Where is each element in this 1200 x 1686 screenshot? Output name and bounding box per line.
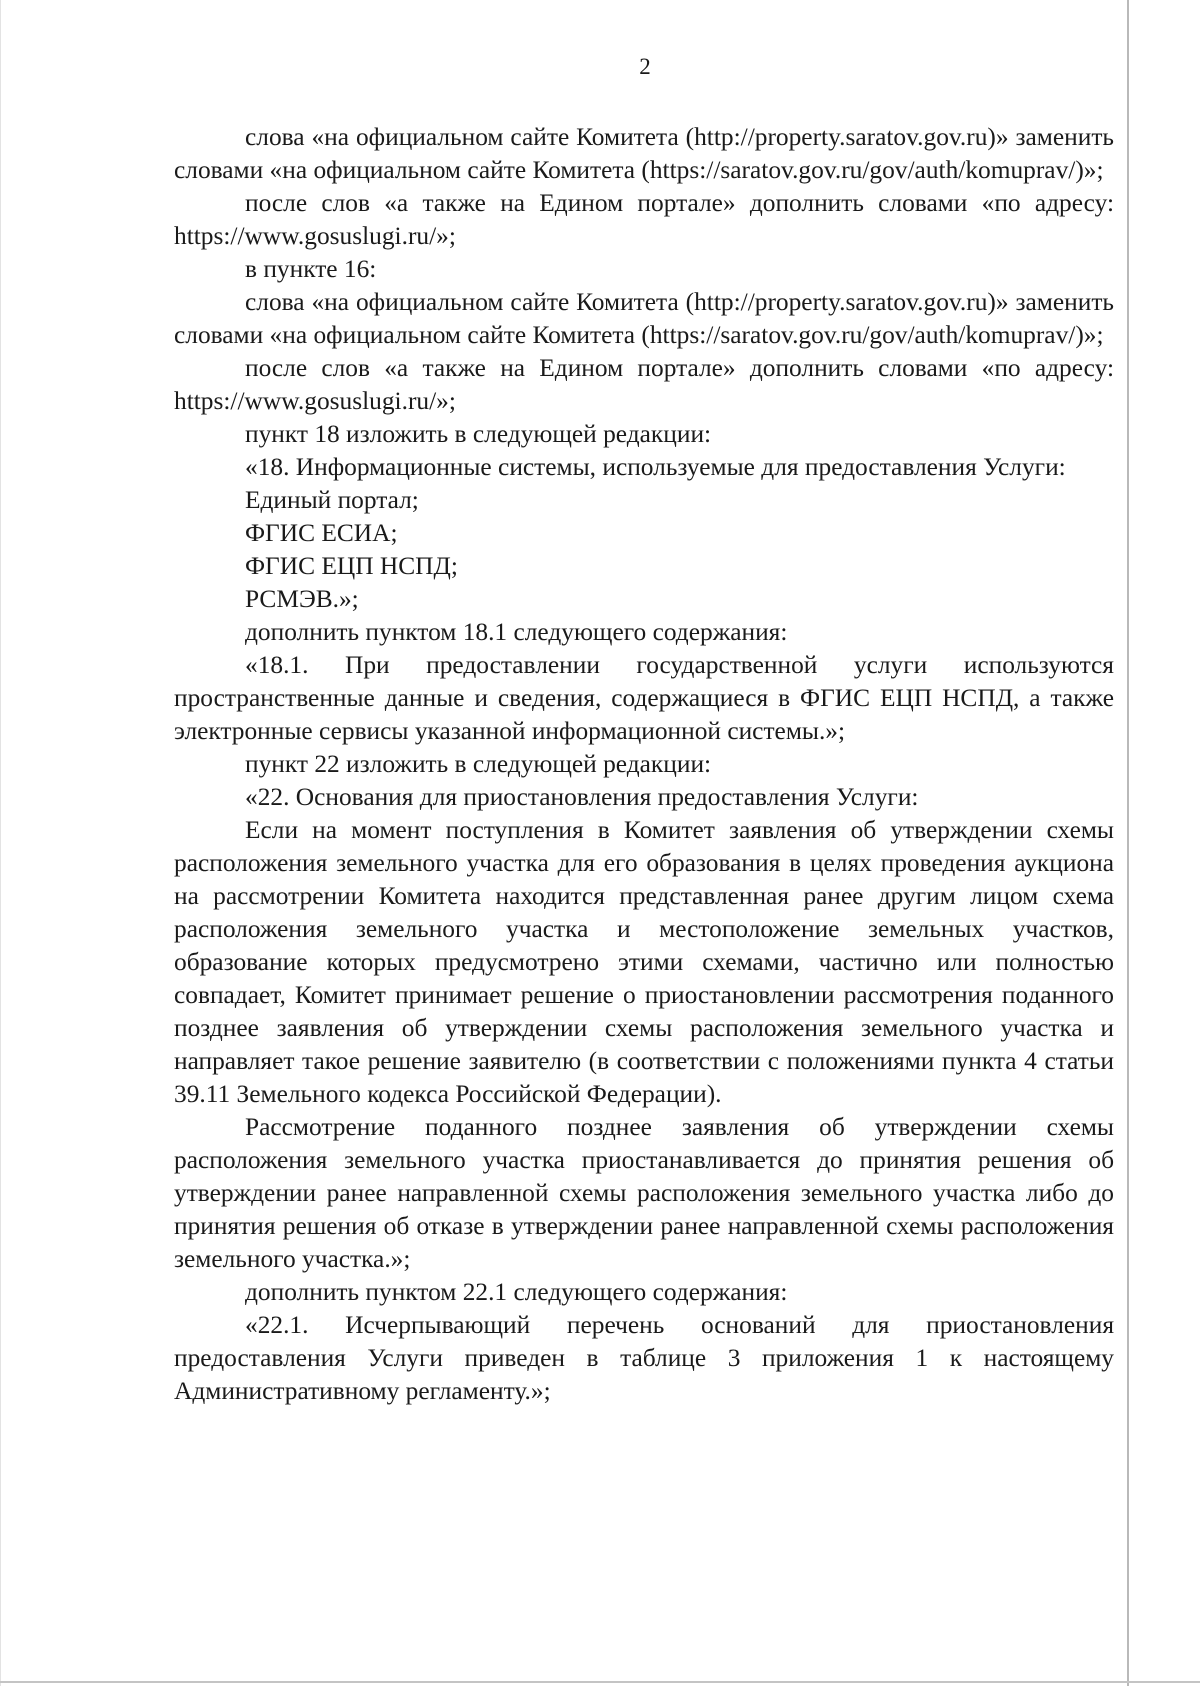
paragraph: Рассмотрение поданного позднее заявления об утверждении схемы расположения земельного участка приостанавливается до принятия решения об утверждении ранее направленной схемы расположения земельного участка либо до принятия решения об отказе в утверждении ранее направленной схемы расположения земельного участка.»;: [174, 1113, 1114, 1273]
paragraph: слова «на официальном сайте Комитета (http://property.saratov.gov.ru)» заменить словами «на официальном сайте Комитета (https://saratov.gov.ru/gov/auth/komuprav/)»;: [174, 288, 1114, 349]
paragraph: дополнить пунктом 18.1 следующего содержания:: [245, 618, 788, 646]
scan-edge-right: [1127, 0, 1129, 1686]
paragraph: дополнить пунктом 22.1 следующего содержания:: [245, 1278, 788, 1306]
paragraph: Единый портал;: [245, 486, 419, 514]
paragraph: «18.1. При предоставлении государственной услуги используются пространственные данные и сведения, содержащиеся в ФГИС ЕЦП НСПД, а также электронные сервисы указанной информационной системы.»;: [174, 651, 1114, 745]
paragraph: пункт 22 изложить в следующей редакции:: [245, 750, 712, 778]
paragraph: РСМЭВ.»;: [245, 585, 359, 613]
paragraph: после слов «а также на Едином портале» дополнить словами «по адресу: https://www.gosuslugi.ru/»;: [174, 189, 1114, 250]
paragraph: Если на момент поступления в Комитет заявления об утверждении схемы расположения земельного участка для его образования в целях проведения аукциона на рассмотрении Комитета находится представленная ранее другим лицом схема расположения земельного участка и местоположение земельных участков, образование которых предусмотрено этими схемами, частично или полностью совпадает, Комитет принимает решение о приостановлении рассмотрения поданного позднее заявления об утверждении схемы расположения земельного участка и направляет такое решение заявителю (в соответствии с положениями пункта 4 статьи 39.11 Земельного кодекса Российской Федерации).: [174, 816, 1114, 1108]
scan-edge-left: [0, 0, 1, 1686]
paragraph: пункт 18 изложить в следующей редакции:: [245, 420, 712, 448]
page-number: 2: [639, 54, 651, 79]
document-body: [174, 121, 1114, 1408]
paragraph: «18. Информационные системы, используемые для предоставления Услуги:: [245, 453, 1066, 481]
paragraph: «22. Основания для приостановления предоставления Услуги:: [245, 783, 919, 811]
paragraph: после слов «а также на Едином портале» дополнить словами «по адресу: https://www.gosuslugi.ru/»;: [174, 354, 1114, 415]
paragraph: в пункте 16:: [245, 255, 377, 283]
paragraph: ФГИС ЕСИА;: [245, 519, 398, 547]
paragraph: «22.1. Исчерпывающий перечень оснований для приостановления предоставления Услуги приведен в таблице 3 приложения 1 к настоящему Административному регламенту.»;: [174, 1311, 1114, 1405]
scan-edge-bottom: [0, 1681, 1200, 1683]
paragraph: слова «на официальном сайте Комитета (http://property.saratov.gov.ru)» заменить словами «на официальном сайте Комитета (https://saratov.gov.ru/gov/auth/komuprav/)»;: [174, 123, 1114, 184]
paragraph: ФГИС ЕЦП НСПД;: [245, 552, 458, 580]
